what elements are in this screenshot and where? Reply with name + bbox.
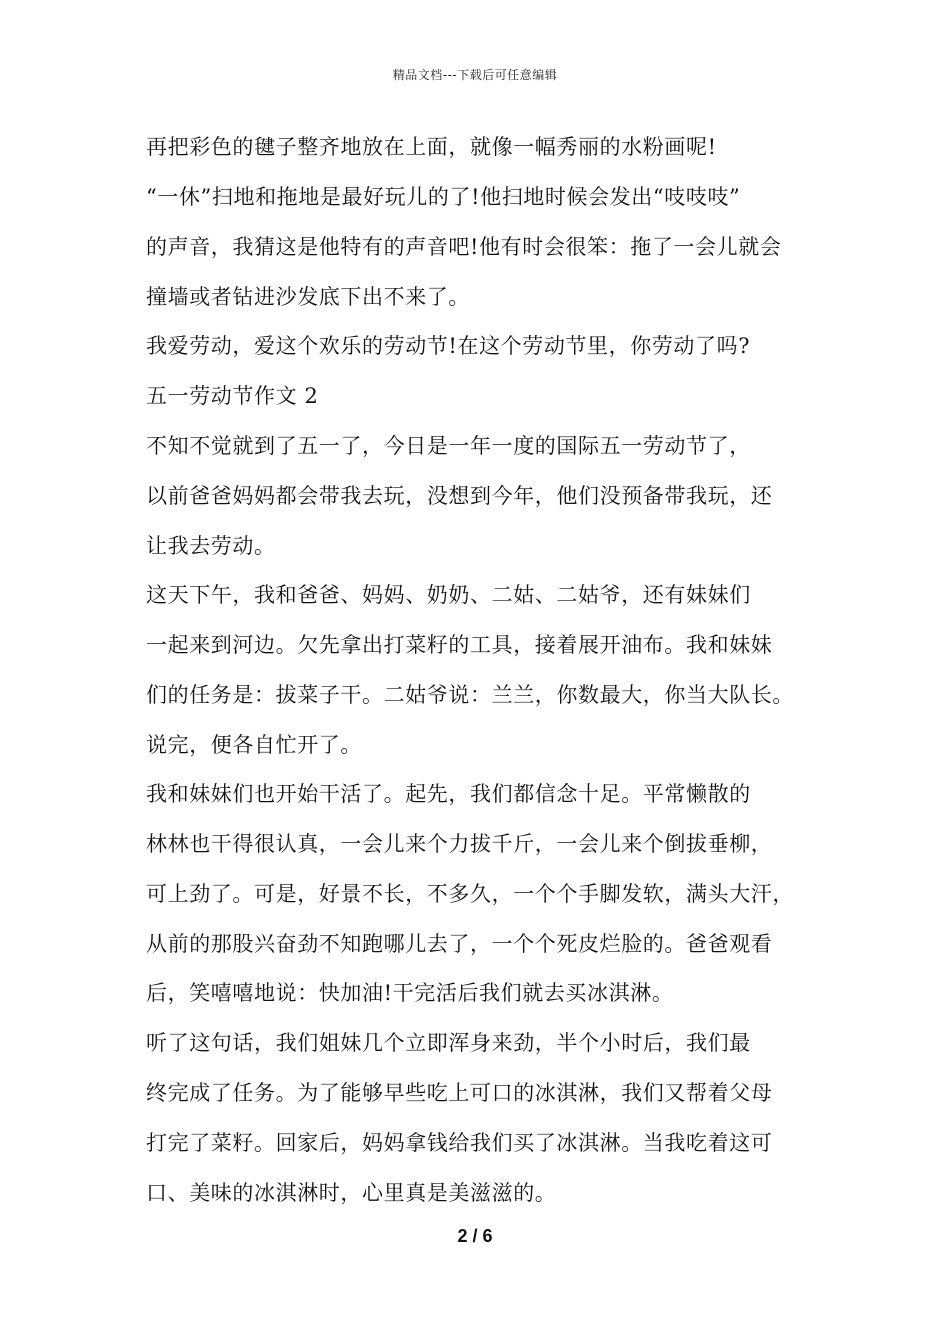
- paragraph-line: 口、美味的冰淇淋时，心里真是美滋滋的。: [146, 1181, 557, 1205]
- paragraph-line: 林林也干得很认真，一会儿来个力拔千斤，一会儿来个倒拔垂柳，: [146, 832, 773, 856]
- page-number: 2 / 6: [457, 1226, 493, 1246]
- paragraph-line: 让我去劳动。: [146, 534, 276, 558]
- paragraph-line: 这天下午，我和爸爸、妈妈、奶奶、二姑、二姑爷，还有妹妹们: [146, 583, 751, 607]
- paragraph-line: 撞墙或者钻进沙发底下出不来了。: [146, 285, 470, 309]
- page-header: 精品文档---下载后可任意编辑: [392, 68, 558, 82]
- paragraph-line: 说完，便各自忙开了。: [146, 733, 362, 757]
- paragraph-line: 我和妹妹们也开始干活了。起先，我们都信念十足。平常懒散的: [146, 782, 751, 806]
- paragraph-line: 听了这句话，我们姐妹几个立即浑身来劲，半个小时后，我们最: [146, 1031, 751, 1055]
- paragraph-line: 打完了菜籽。回家后，妈妈拿钱给我们买了冰淇淋。当我吃着这可: [146, 1131, 773, 1155]
- section-heading: 五一劳动节作文 2: [146, 384, 319, 408]
- paragraph-line: 一起来到河边。欠先拿出打菜籽的工具，接着展开油布。我和妹妹: [146, 633, 773, 657]
- paragraph-line: 再把彩色的毽子整齐地放在上面，就像一幅秀丽的水粉画呢!: [146, 135, 717, 159]
- paragraph-line: 的声音，我猜这是他特有的声音吧!他有时会很笨：拖了一会儿就会: [146, 235, 782, 259]
- paragraph-line: 可上劲了。可是，好景不长，不多久，一个个手脚发软，满头大汗，: [146, 882, 794, 906]
- paragraph-line: “一休”扫地和拖地是最好玩儿的了!他扫地时候会发出“吱吱吱”: [146, 185, 741, 209]
- paragraph-line: 不知不觉就到了五一了，今日是一年一度的国际五一劳动节了，: [146, 434, 751, 458]
- paragraph-line: 们的任务是：拔菜子干。二姑爷说：兰兰，你数最大，你当大队长。: [146, 683, 794, 707]
- paragraph-line: 以前爸爸妈妈都会带我去玩，没想到今年，他们没预备带我玩，还: [146, 484, 773, 508]
- paragraph-line: 终完成了任务。为了能够早些吃上可口的冰淇淋，我们又帮着父母: [146, 1081, 773, 1105]
- paragraph-line: 后，笑嘻嘻地说：快加油!干完活后我们就去买冰淇淋。: [146, 981, 674, 1005]
- paragraph-line: 我爱劳动，爱这个欢乐的劳动节!在这个劳动节里，你劳动了吗?: [146, 334, 751, 358]
- paragraph-line: 从前的那股兴奋劲不知跑哪儿去了，一个个死皮烂脸的。爸爸观看: [146, 932, 773, 956]
